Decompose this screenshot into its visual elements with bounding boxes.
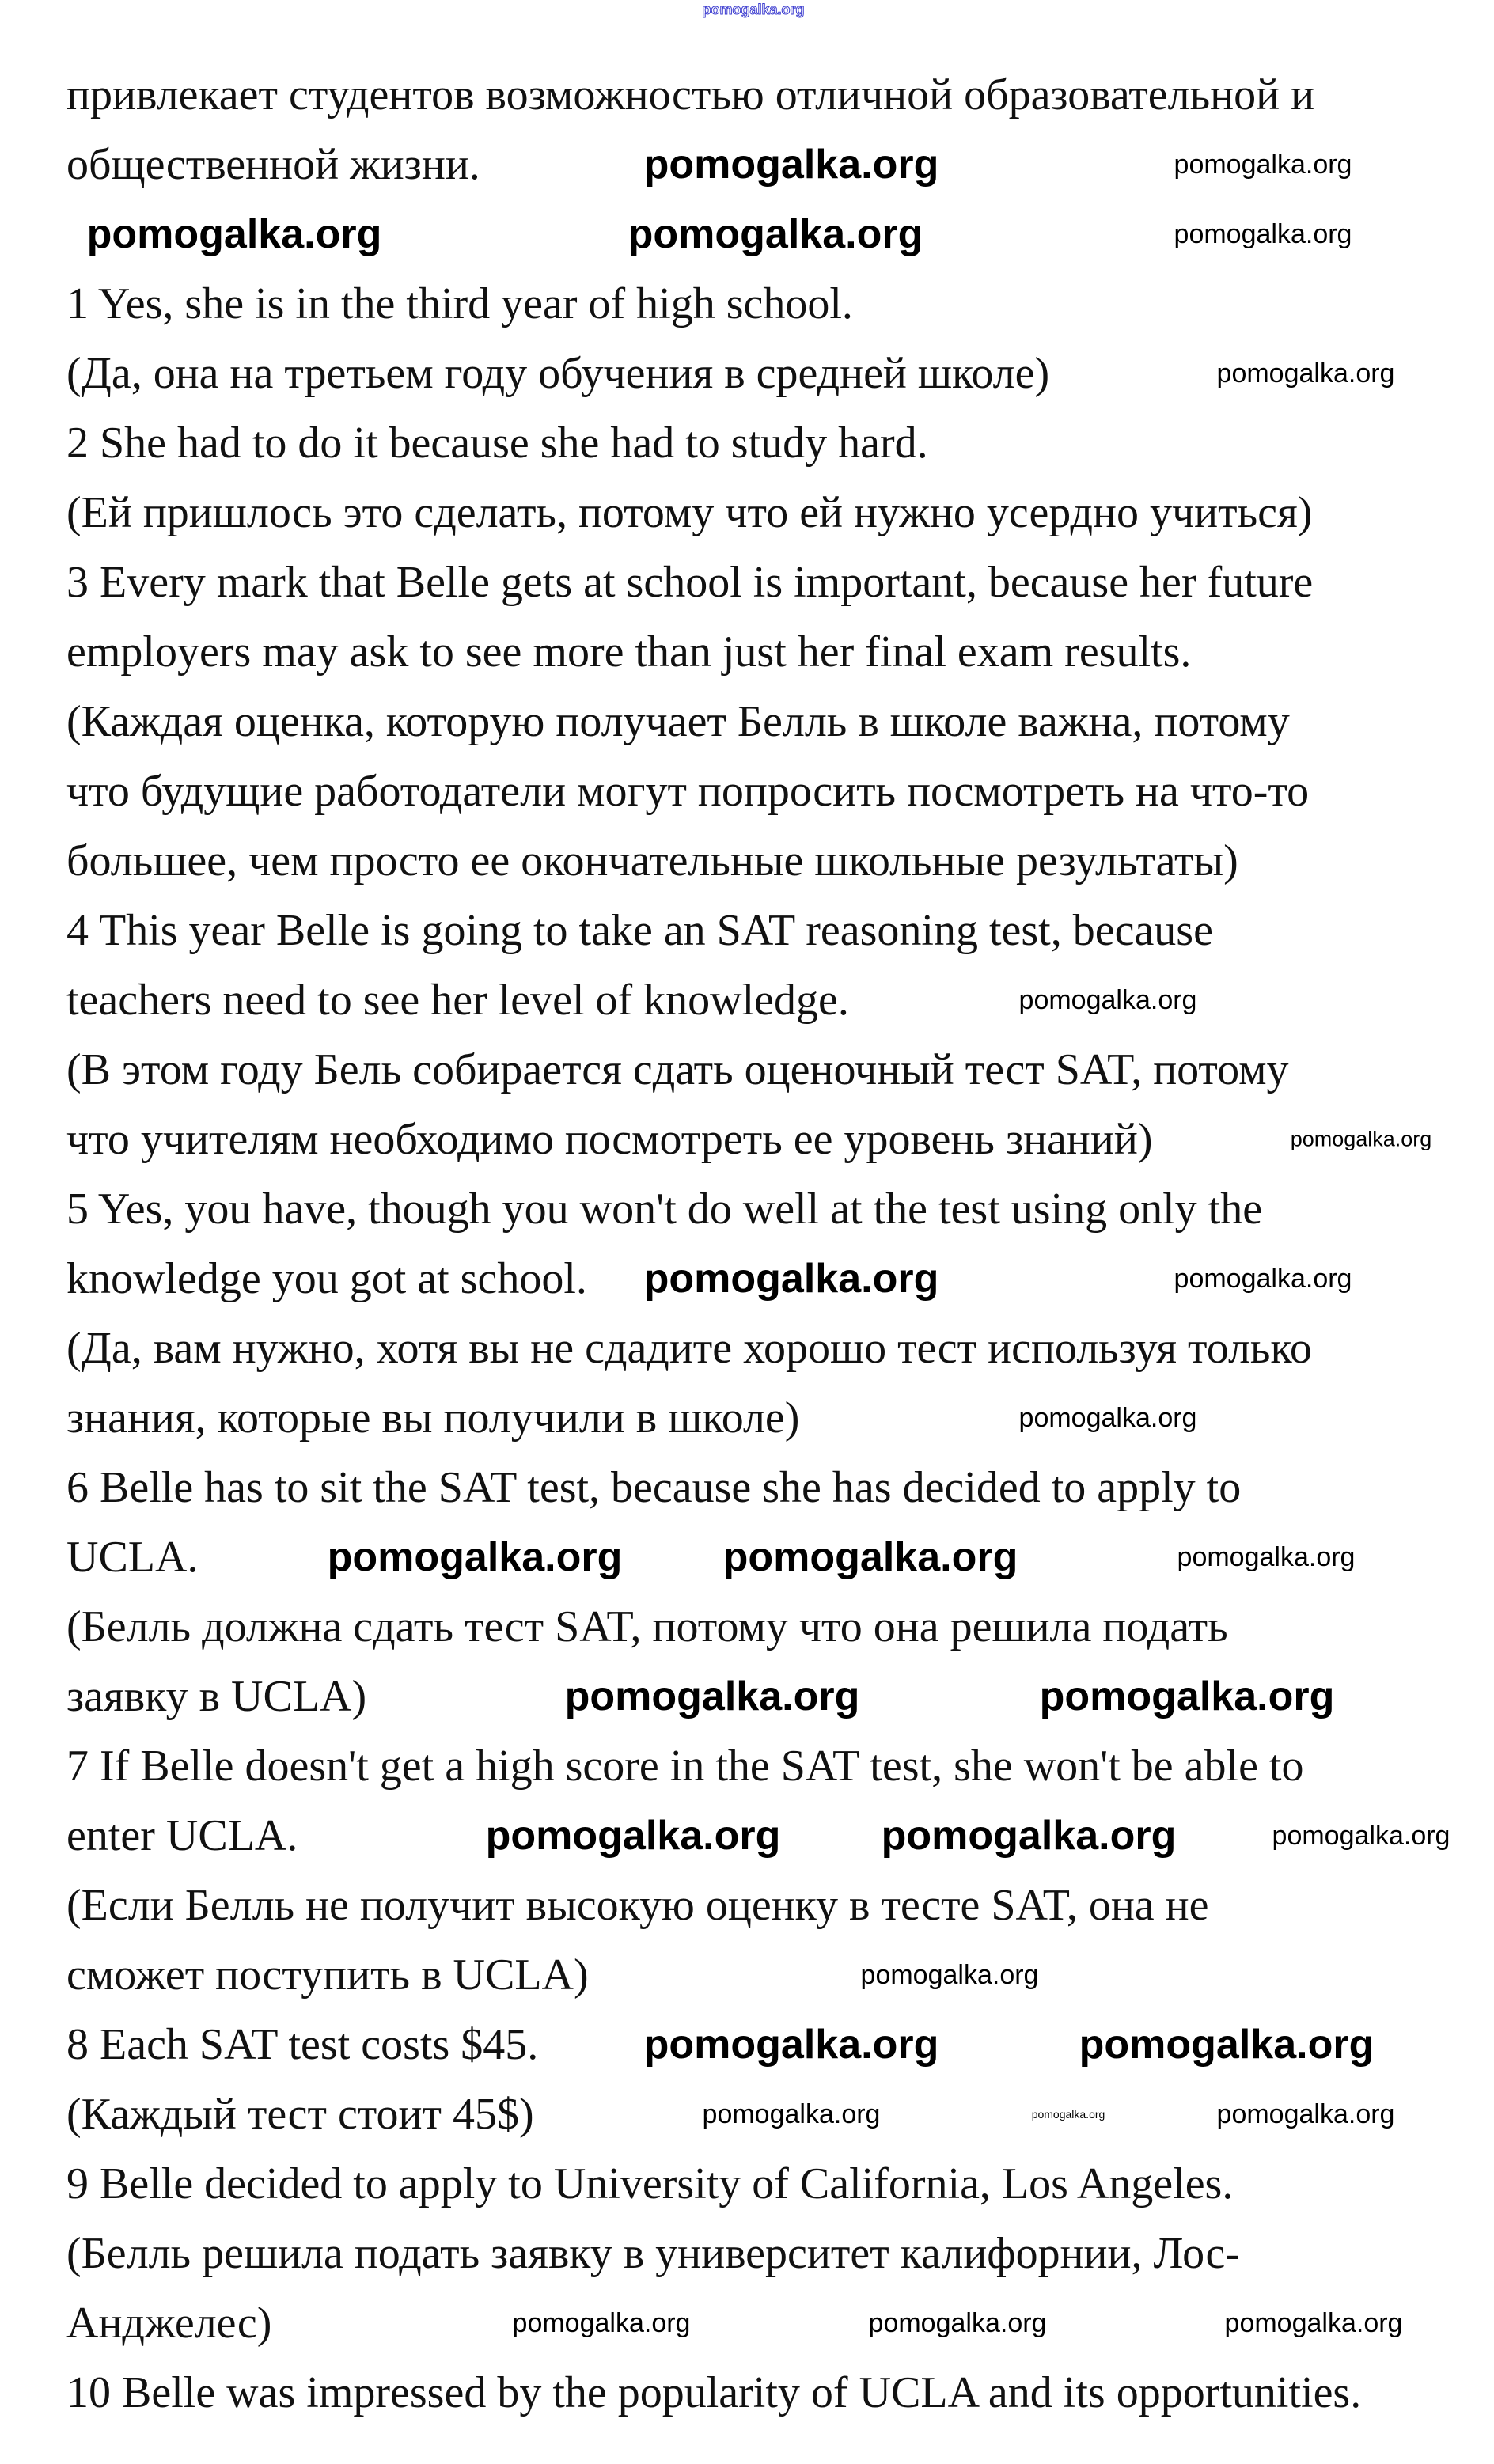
watermark: pomogalka.org [1216,2099,1395,2129]
watermark: pomogalka.org [860,1960,1039,1990]
text-line: 5 Yes, you have, though you won't do well at the test using only the [66,1185,1263,1234]
text-line: (Ей пришлось это сделать, потому что ей нужно усердно учиться) [66,488,1313,537]
text-line: 10 Belle was impressed by the popularity of UCLA and its opportunities. [66,2368,1362,2417]
text-line: 7 If Belle doesn't get a high score in the SAT test, she won't be able to [66,1742,1304,1791]
text-line: что будущие работодатели могут попросить посмотреть на что-то [66,767,1310,816]
text-line: заявку в UCLA) [66,1672,367,1721]
text-line: (Да, она на третьем году обучения в средней школе) [66,349,1050,398]
text-line: UCLA. [66,1533,199,1582]
watermark: pomogalka.org [868,2308,1047,2338]
watermark: pomogalka.org [1272,1821,1450,1851]
watermark: pomogalka.org [1216,358,1395,389]
watermark: pomogalka.org [1174,219,1352,249]
text-line: привлекает студентов возможностью отличной образовательной и [66,70,1315,119]
text-line: employers may ask to see more than just her final exam results. [66,627,1192,677]
text-line: knowledge you got at school. [66,1254,587,1303]
text-line: (Белль должна сдать тест SAT, потому что она решила подать [66,1602,1228,1651]
text-line: enter UCLA. [66,1811,298,1860]
watermark: pomogalka.org [628,211,923,257]
watermark: pomogalka.org [1290,1127,1432,1151]
watermark: pomogalka.org [702,2,805,17]
watermark: pomogalka.org [1018,1403,1197,1433]
watermark: pomogalka.org [881,1813,1177,1859]
text-line: (Белль решила подать заявку в университет калифорнии, Лос- [66,2229,1240,2278]
text-line: большее, чем просто ее окончательные школьные результаты) [66,836,1238,885]
text-line: знания, которые вы получили в школе) [66,1393,800,1442]
watermark: pomogalka.org [1079,2022,1375,2068]
text-line: 9 Belle decided to apply to University of California, Los Angeles. [66,2159,1234,2208]
watermark: pomogalka.org [485,1813,781,1859]
text-line: сможет поступить в UCLA) [66,1950,589,2000]
watermark: pomogalka.org [702,2099,881,2129]
text-line: 2 She had to do it because she had to study hard. [66,419,928,468]
watermark: pomogalka.org [1224,2308,1403,2338]
watermark: pomogalka.org [86,211,382,257]
watermark: pomogalka.org [564,1674,860,1719]
watermark: pomogalka.org [1177,1542,1356,1572]
watermark: pomogalka.org [643,2022,939,2068]
text-line: (В этом году Бель собирается сдать оценочный тест SAT, потому [66,1045,1289,1094]
text-line: (Да, вам нужно, хотя вы не сдадите хорошо тест используя только [66,1324,1312,1373]
text-line: teachers need to see her level of knowledge. [66,976,849,1025]
text-line: 6 Belle has to sit the SAT test, because she has decided to apply to [66,1463,1242,1512]
watermark: pomogalka.org [512,2308,691,2338]
watermark: pomogalka.org [327,1534,623,1580]
watermark: pomogalka.org [1018,985,1197,1015]
watermark: pomogalka.org [1031,2108,1105,2121]
text-line: общественной жизни. [66,140,480,189]
watermark: pomogalka.org [722,1534,1018,1580]
text-line: 4 This year Belle is going to take an SAT reasoning test, because [66,906,1213,955]
watermark: pomogalka.org [1039,1674,1335,1719]
text-line: 3 Every mark that Belle gets at school is important, because her future [66,558,1314,607]
text-line: (Каждая оценка, которую получает Белль в школе важна, потому [66,697,1290,746]
watermark: pomogalka.org [1174,150,1352,180]
text-line: что учителям необходимо посмотреть ее уровень знаний) [66,1115,1153,1164]
text-line: Анджелес) [66,2299,272,2348]
watermark: pomogalka.org [1174,1264,1352,1294]
watermark: pomogalka.org [643,142,939,188]
text-line: (Если Белль не получит высокую оценку в тесте SAT, она не [66,1881,1209,1930]
text-line: (Каждый тест стоит 45$) [66,2090,534,2139]
text-line: 8 Each SAT test costs $45. [66,2020,539,2069]
text-line: 1 Yes, she is in the third year of high school. [66,279,853,328]
watermark: pomogalka.org [643,1256,939,1302]
